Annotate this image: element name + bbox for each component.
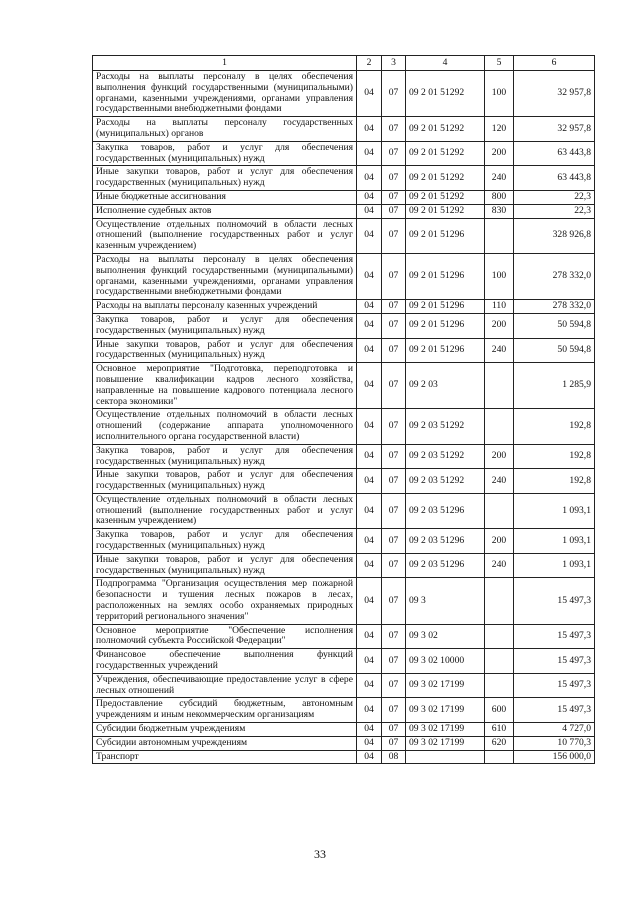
cell-subsection: 07 (382, 313, 406, 338)
cell-expense-type: 610 (485, 723, 514, 737)
cell-amount: 192,8 (514, 409, 595, 444)
budget-table (92, 55, 595, 764)
cell-name: Осуществление отдельных полномочий в области лесных отношений (содержание аппарата уполномоченного исполнительного органа государственной власти) (93, 409, 357, 444)
cell-name: Расходы на выплаты персоналу казенных учреждений (93, 300, 357, 314)
cell-subsection: 07 (382, 300, 406, 314)
cell-expense-type: 100 (485, 71, 514, 117)
cell-section: 04 (357, 578, 382, 624)
cell-section: 04 (357, 493, 382, 528)
table-row (93, 649, 595, 674)
cell-section: 04 (357, 750, 382, 764)
cell-name: Транспорт (93, 750, 357, 764)
cell-target-article: 09 2 03 51296 (406, 493, 485, 528)
table-row (93, 698, 595, 723)
cell-section: 04 (357, 71, 382, 117)
cell-target-article: 09 2 03 51292 (406, 409, 485, 444)
cell-section: 04 (357, 363, 382, 409)
table-row (93, 444, 595, 469)
cell-name: Иные бюджетные ассигнования (93, 190, 357, 204)
cell-target-article: 09 2 01 51292 (406, 166, 485, 191)
cell-section: 04 (357, 649, 382, 674)
cell-subsection: 07 (382, 218, 406, 253)
cell-subsection: 07 (382, 117, 406, 142)
cell-name: Иные закупки товаров, работ и услуг для обеспечения государственных (муниципальных) нужд (93, 166, 357, 191)
table-row (93, 218, 595, 253)
cell-amount: 1 093,1 (514, 529, 595, 554)
table-row (93, 300, 595, 314)
table-row (93, 578, 595, 624)
cell-section: 04 (357, 723, 382, 737)
cell-expense-type: 110 (485, 300, 514, 314)
cell-amount: 192,8 (514, 469, 595, 494)
cell-expense-type (485, 218, 514, 253)
table-row (93, 736, 595, 750)
cell-target-article: 09 2 01 51292 (406, 141, 485, 166)
cell-subsection: 07 (382, 529, 406, 554)
cell-target-article: 09 2 01 51296 (406, 218, 485, 253)
cell-amount: 10 770,3 (514, 736, 595, 750)
cell-subsection: 07 (382, 553, 406, 578)
cell-subsection: 07 (382, 190, 406, 204)
cell-expense-type: 600 (485, 698, 514, 723)
cell-expense-type: 120 (485, 117, 514, 142)
cell-amount: 50 594,8 (514, 313, 595, 338)
cell-target-article: 09 3 02 17199 (406, 673, 485, 698)
cell-amount: 15 497,3 (514, 624, 595, 649)
header-col-5: 5 (485, 56, 514, 71)
cell-target-article: 09 2 03 51296 (406, 553, 485, 578)
cell-expense-type: 200 (485, 444, 514, 469)
cell-target-article: 09 2 01 51292 (406, 71, 485, 117)
cell-name: Расходы на выплаты персоналу в целях обеспечения выполнения функций государственными (муниципальными) органами, казенными учреждениями, органами управления государственными внебюджетными фондами (93, 71, 357, 117)
cell-subsection: 07 (382, 338, 406, 363)
cell-amount: 22,3 (514, 190, 595, 204)
cell-section: 04 (357, 553, 382, 578)
cell-name: Предоставление субсидий бюджетным, автономным учреждениям и иным некоммерческим организациям (93, 698, 357, 723)
table-row (93, 204, 595, 218)
cell-target-article: 09 3 02 (406, 624, 485, 649)
cell-target-article: 09 2 03 51296 (406, 529, 485, 554)
cell-name: Учреждения, обеспечивающие предоставление услуг в сфере лесных отношений (93, 673, 357, 698)
cell-target-article: 09 2 03 (406, 363, 485, 409)
cell-name: Расходы на выплаты персоналу государственных (муниципальных) органов (93, 117, 357, 142)
cell-subsection: 07 (382, 698, 406, 723)
cell-target-article (406, 750, 485, 764)
cell-name: Субсидии автономным учреждениям (93, 736, 357, 750)
cell-expense-type (485, 673, 514, 698)
table-row (93, 141, 595, 166)
cell-name: Закупка товаров, работ и услуг для обеспечения государственных (муниципальных) нужд (93, 529, 357, 554)
cell-subsection: 08 (382, 750, 406, 764)
cell-expense-type: 200 (485, 529, 514, 554)
cell-name: Иные закупки товаров, работ и услуг для обеспечения государственных (муниципальных) нужд (93, 553, 357, 578)
cell-subsection: 07 (382, 493, 406, 528)
cell-amount: 278 332,0 (514, 300, 595, 314)
cell-expense-type (485, 578, 514, 624)
cell-amount: 15 497,3 (514, 578, 595, 624)
cell-name: Закупка товаров, работ и услуг для обеспечения государственных (муниципальных) нужд (93, 313, 357, 338)
cell-name: Расходы на выплаты персоналу в целях обеспечения выполнения функций государственными (муниципальными) органами, казенными учреждениями, органами управления государственными внебюджетными фондами (93, 253, 357, 299)
table-row (93, 553, 595, 578)
cell-section: 04 (357, 204, 382, 218)
cell-target-article: 09 3 02 10000 (406, 649, 485, 674)
cell-expense-type: 240 (485, 553, 514, 578)
cell-section: 04 (357, 313, 382, 338)
table-row (93, 750, 595, 764)
table-row (93, 624, 595, 649)
table-row (93, 313, 595, 338)
cell-amount: 278 332,0 (514, 253, 595, 299)
cell-target-article: 09 2 01 51292 (406, 117, 485, 142)
cell-amount: 50 594,8 (514, 338, 595, 363)
cell-expense-type (485, 493, 514, 528)
table-row (93, 338, 595, 363)
cell-section: 04 (357, 166, 382, 191)
cell-name: Подпрограмма "Организация осуществления мер пожарной безопасности и тушения лесных пожаров в лесах, расположенных на землях особо охраняемых природных территорий регионального значения" (93, 578, 357, 624)
cell-amount: 1 093,1 (514, 553, 595, 578)
cell-subsection: 07 (382, 578, 406, 624)
cell-name: Осуществление отдельных полномочий в области лесных отношений (выполнение государственных работ и услуг казенным учреждением) (93, 493, 357, 528)
cell-section: 04 (357, 444, 382, 469)
cell-amount: 22,3 (514, 204, 595, 218)
header-col-6: 6 (514, 56, 595, 71)
cell-target-article: 09 3 02 17199 (406, 736, 485, 750)
cell-section: 04 (357, 698, 382, 723)
cell-expense-type (485, 649, 514, 674)
cell-expense-type: 200 (485, 141, 514, 166)
table-body (93, 71, 595, 764)
cell-subsection: 07 (382, 204, 406, 218)
cell-section: 04 (357, 736, 382, 750)
cell-section: 04 (357, 218, 382, 253)
cell-name: Субсидии бюджетным учреждениям (93, 723, 357, 737)
table-row (93, 469, 595, 494)
cell-section: 04 (357, 141, 382, 166)
cell-section: 04 (357, 300, 382, 314)
cell-subsection: 07 (382, 469, 406, 494)
cell-expense-type: 830 (485, 204, 514, 218)
cell-subsection: 07 (382, 253, 406, 299)
header-col-4: 4 (406, 56, 485, 71)
cell-amount: 63 443,8 (514, 166, 595, 191)
table-row (93, 529, 595, 554)
cell-expense-type (485, 750, 514, 764)
cell-section: 04 (357, 409, 382, 444)
cell-section: 04 (357, 117, 382, 142)
cell-name: Иные закупки товаров, работ и услуг для обеспечения государственных (муниципальных) нужд (93, 338, 357, 363)
cell-subsection: 07 (382, 141, 406, 166)
table-row (93, 166, 595, 191)
table-row (93, 723, 595, 737)
cell-section: 04 (357, 253, 382, 299)
cell-amount: 15 497,3 (514, 698, 595, 723)
cell-subsection: 07 (382, 363, 406, 409)
cell-subsection: 07 (382, 649, 406, 674)
cell-expense-type: 240 (485, 338, 514, 363)
cell-amount: 1 093,1 (514, 493, 595, 528)
cell-subsection: 07 (382, 166, 406, 191)
cell-name: Основное мероприятие "Обеспечение исполнения полномочий субъекта Российской Федерации" (93, 624, 357, 649)
cell-amount: 15 497,3 (514, 649, 595, 674)
table-row (93, 409, 595, 444)
cell-expense-type: 240 (485, 469, 514, 494)
cell-expense-type (485, 409, 514, 444)
cell-target-article: 09 2 01 51296 (406, 253, 485, 299)
cell-target-article: 09 3 (406, 578, 485, 624)
cell-section: 04 (357, 529, 382, 554)
cell-subsection: 07 (382, 624, 406, 649)
cell-target-article: 09 3 02 17199 (406, 698, 485, 723)
cell-expense-type: 100 (485, 253, 514, 299)
cell-subsection: 07 (382, 736, 406, 750)
cell-name: Закупка товаров, работ и услуг для обеспечения государственных (муниципальных) нужд (93, 444, 357, 469)
cell-expense-type: 200 (485, 313, 514, 338)
cell-target-article: 09 2 01 51292 (406, 190, 485, 204)
cell-amount: 32 957,8 (514, 71, 595, 117)
cell-target-article: 09 2 01 51296 (406, 300, 485, 314)
table-header-row (93, 56, 595, 71)
cell-subsection: 07 (382, 444, 406, 469)
cell-section: 04 (357, 338, 382, 363)
cell-subsection: 07 (382, 673, 406, 698)
header-col-1: 1 (93, 56, 357, 71)
page-number: 33 (314, 847, 326, 861)
cell-section: 04 (357, 624, 382, 649)
cell-target-article: 09 2 03 51292 (406, 469, 485, 494)
table-row (93, 673, 595, 698)
cell-subsection: 07 (382, 409, 406, 444)
cell-name: Закупка товаров, работ и услуг для обеспечения государственных (муниципальных) нужд (93, 141, 357, 166)
table-row (93, 493, 595, 528)
cell-subsection: 07 (382, 723, 406, 737)
cell-expense-type: 620 (485, 736, 514, 750)
cell-name: Финансовое обеспечение выполнения функций государственных учреждений (93, 649, 357, 674)
cell-target-article: 09 2 03 51292 (406, 444, 485, 469)
table-row (93, 190, 595, 204)
cell-section: 04 (357, 190, 382, 204)
cell-amount: 15 497,3 (514, 673, 595, 698)
cell-target-article: 09 2 01 51296 (406, 313, 485, 338)
cell-subsection: 07 (382, 71, 406, 117)
cell-name: Иные закупки товаров, работ и услуг для обеспечения государственных (муниципальных) нужд (93, 469, 357, 494)
table-row (93, 363, 595, 409)
cell-amount: 192,8 (514, 444, 595, 469)
table-row (93, 253, 595, 299)
table-row (93, 71, 595, 117)
cell-name: Исполнение судебных актов (93, 204, 357, 218)
cell-expense-type: 800 (485, 190, 514, 204)
cell-expense-type (485, 624, 514, 649)
cell-section: 04 (357, 673, 382, 698)
cell-amount: 63 443,8 (514, 141, 595, 166)
cell-target-article: 09 2 01 51292 (406, 204, 485, 218)
cell-name: Основное мероприятие "Подготовка, переподготовка и повышение квалификации кадров лесного хозяйства, направленные на повышение кадрового потенциала лесного сектора экономики" (93, 363, 357, 409)
cell-target-article: 09 2 01 51296 (406, 338, 485, 363)
cell-name: Осуществление отдельных полномочий в области лесных отношений (выполнение государственных работ и услуг казенным учреждением) (93, 218, 357, 253)
table-row (93, 117, 595, 142)
cell-amount: 32 957,8 (514, 117, 595, 142)
cell-amount: 156 000,0 (514, 750, 595, 764)
cell-amount: 1 285,9 (514, 363, 595, 409)
cell-expense-type: 240 (485, 166, 514, 191)
cell-section: 04 (357, 469, 382, 494)
cell-amount: 328 926,8 (514, 218, 595, 253)
cell-target-article: 09 3 02 17199 (406, 723, 485, 737)
header-col-2: 2 (357, 56, 382, 71)
cell-expense-type (485, 363, 514, 409)
header-col-3: 3 (382, 56, 406, 71)
cell-amount: 4 727,0 (514, 723, 595, 737)
